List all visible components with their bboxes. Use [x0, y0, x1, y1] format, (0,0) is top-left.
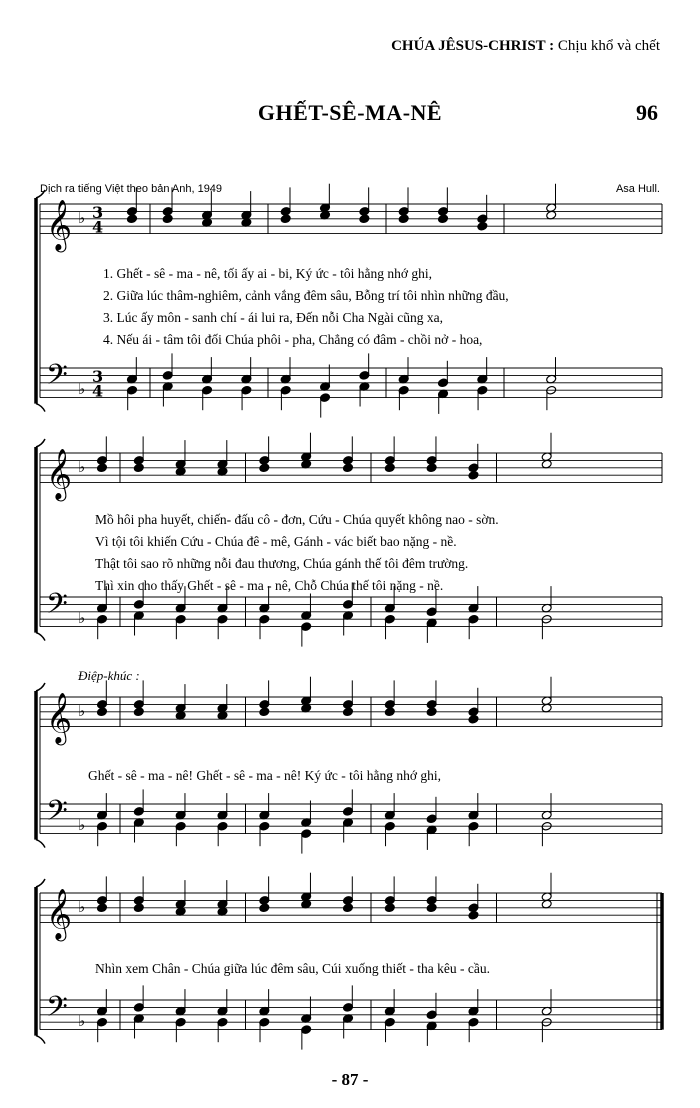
flat-icon: ♭	[78, 457, 86, 476]
flat-icon: ♭	[78, 609, 86, 628]
verse-3-line-1: 3. Lúc ấy môn - sanh chí - ái lui ra, Đến nỗi Cha Ngài cũng xa,	[103, 310, 444, 325]
refrain-line-1: Ghết - sê - ma - nê! Ghết - sê - ma - nê! Ký ức - tôi hằng nhớ ghi,	[88, 768, 441, 783]
verse-1-line-2: Mồ hôi pha huyết, chiến- đấu cô - đơn, Cứu - Chúa quyết không nao - sờn.	[95, 512, 499, 527]
composer-credit: Asa Hull.	[615, 183, 660, 195]
notehead	[259, 463, 270, 473]
bracket-bottom-hook	[36, 840, 45, 848]
bass-clef-icon: 𝄢	[46, 794, 68, 835]
notehead	[477, 221, 488, 231]
treble-clef-icon: 𝄞	[46, 199, 73, 251]
notehead	[426, 707, 437, 717]
bracket-top-hook	[36, 439, 45, 447]
notehead	[126, 214, 137, 224]
notehead	[342, 463, 353, 473]
treble-clef-icon: 𝄞	[46, 448, 73, 500]
verse-1-line-1: 1. Ghết - sê - ma - nê, tối ấy ai - bi, Ký ức - tôi hằng nhớ ghi,	[103, 266, 433, 281]
notehead	[384, 463, 395, 473]
flat-icon: ♭	[78, 816, 86, 835]
notehead	[342, 903, 353, 913]
notehead	[342, 707, 353, 717]
verse-2-line-1: 2. Giữa lúc thâm-nghiêm, cảnh vắng đêm sâu, Bỗng trí tôi nhìn những đầu,	[103, 288, 509, 303]
notehead	[96, 903, 107, 913]
verse-3-line-2: Thật tôi sao rõ những nỗi đau thương, Chúa gánh thế tôi đêm trường.	[95, 556, 469, 571]
notehead	[384, 707, 395, 717]
notehead	[133, 903, 144, 913]
time-signature-top: 3	[92, 202, 104, 222]
bracket-bottom-hook	[36, 1036, 45, 1044]
time-signature-bottom: 4	[92, 381, 104, 401]
notehead	[359, 214, 370, 224]
notehead	[133, 463, 144, 473]
notehead	[280, 214, 291, 224]
flat-icon: ♭	[78, 1012, 86, 1031]
bracket-bottom-hook	[36, 633, 45, 641]
notehead	[398, 214, 409, 224]
notehead	[162, 214, 173, 224]
time-signature-bottom: 4	[92, 217, 104, 237]
notehead	[96, 707, 107, 717]
bass-clef-icon: 𝄢	[46, 587, 68, 628]
translation-credit: Dịch ra tiếng Việt theo bản Anh, 1949	[40, 183, 223, 195]
verse-2-line-2: Vì tội tôi khiến Cứu - Chúa đê - mê, Gánh - vác biết bao nặng - nề.	[95, 534, 457, 549]
page-number: - 87 -	[331, 1070, 369, 1089]
notehead	[426, 463, 437, 473]
notehead	[426, 903, 437, 913]
bass-clef-icon: 𝄢	[46, 358, 68, 399]
bracket-top-hook	[36, 190, 45, 198]
refrain-label: Điệp-khúc :	[78, 668, 140, 683]
notehead	[438, 214, 449, 224]
flat-icon: ♭	[78, 701, 86, 720]
bracket-top-hook	[36, 683, 45, 691]
notehead	[468, 910, 479, 920]
bass-clef-icon: 𝄢	[46, 990, 68, 1031]
notehead	[384, 903, 395, 913]
treble-clef-icon: 𝄞	[46, 692, 73, 744]
treble-clef-icon: 𝄞	[46, 888, 73, 940]
flat-icon: ♭	[78, 380, 86, 399]
hymn-category: CHÚA JÊSUS-CHRIST : Chịu khổ và chết	[391, 38, 660, 54]
time-signature-top: 3	[92, 366, 104, 386]
notehead	[259, 903, 270, 913]
notehead	[468, 714, 479, 724]
verse-4-line-1: 4. Nếu ái - tâm tôi đối Chúa phôi - pha, Chẳng có đâm - chồi nở - hoa,	[103, 332, 483, 347]
hymn-title: GHẾT-SÊ-MA-NÊ	[257, 100, 443, 125]
notehead	[259, 707, 270, 717]
verse-4-line-2: Thì xin cho thấy Ghết - sê - ma - nê, Chỗ Chúa thế tôi nặng - nề.	[95, 578, 444, 593]
bracket-top-hook	[36, 879, 45, 887]
notehead	[133, 707, 144, 717]
notehead	[96, 463, 107, 473]
notehead	[468, 470, 479, 480]
flat-icon: ♭	[78, 897, 86, 916]
refrain-line-2: Nhìn xem Chân - Chúa giữa lúc đêm sâu, Cúi xuống thiết - tha kêu - cầu.	[95, 961, 490, 976]
hymn-number: 96	[636, 100, 658, 125]
flat-icon: ♭	[78, 208, 86, 227]
bracket-bottom-hook	[36, 404, 45, 412]
